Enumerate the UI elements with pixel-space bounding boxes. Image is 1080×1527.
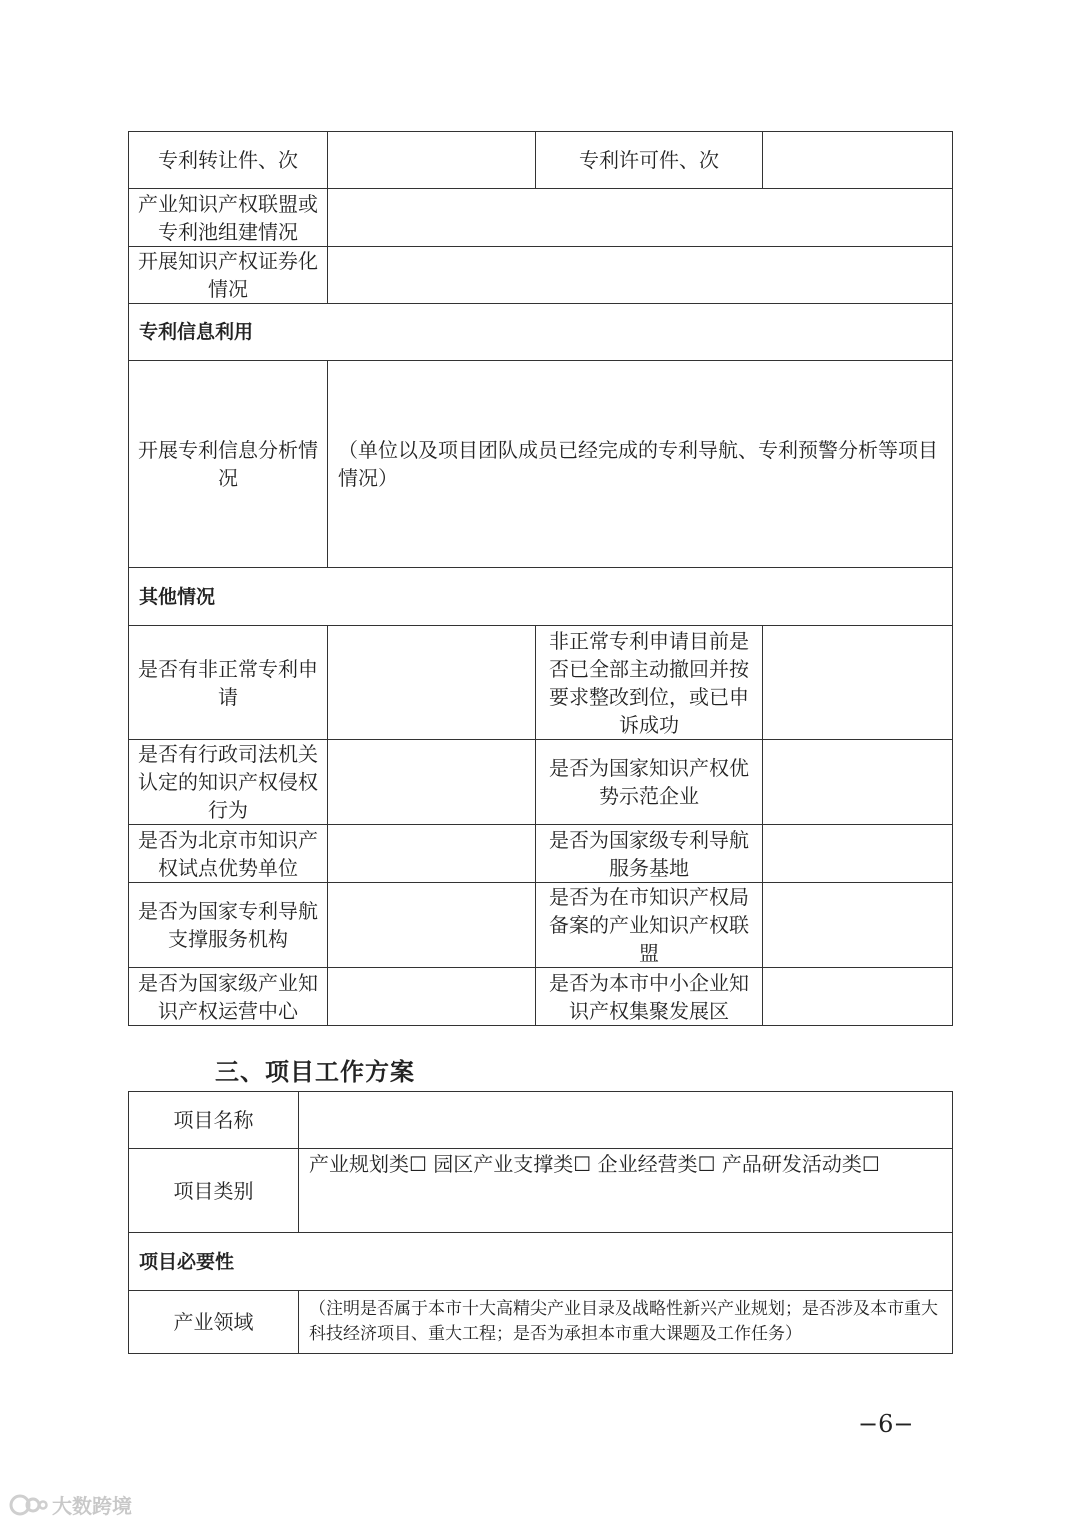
label-patent-transfer: 专利转让件、次 — [129, 132, 328, 189]
section-necessity: 项目必要性 — [129, 1233, 953, 1291]
option-product-rd[interactable]: 产品研发活动类☐ — [721, 1152, 880, 1176]
watermark — [8, 1490, 132, 1519]
label-ip-alliance: 产业知识产权联盟或专利池组建情况 — [129, 189, 328, 247]
value-industry-field[interactable]: （注明是否属于本市十大高精尖产业目录及战略性新兴产业规划；是否涉及本市重大科技经济项目、重大工程；是否为承担本市重大课题及工作任务） — [299, 1291, 953, 1354]
checkbox[interactable]: ☐ — [573, 1152, 592, 1176]
table-row — [129, 968, 953, 1026]
label-patent-license: 专利许可件、次 — [536, 132, 763, 189]
table-row — [129, 189, 953, 247]
section-patent-info: 专利信息利用 — [129, 304, 953, 361]
option-industry-planning[interactable]: 产业规划类☐ — [309, 1152, 427, 1176]
option-park-support[interactable]: 园区产业支撑类☐ — [433, 1152, 592, 1176]
value-abnormal-withdrawn[interactable] — [763, 626, 953, 740]
value-sme-cluster[interactable] — [763, 968, 953, 1026]
value-beijing-pilot[interactable] — [328, 825, 536, 883]
table-row — [129, 883, 953, 968]
table-row — [129, 626, 953, 740]
label-navigation-service: 是否为国家专利导航支撑服务机构 — [129, 883, 328, 968]
table-row — [129, 825, 953, 883]
value-ip-alliance[interactable] — [328, 189, 953, 247]
table-row — [129, 740, 953, 825]
section-heading: 三、项目工作方案 — [215, 1058, 415, 1086]
label-infringement: 是否有行政司法机关认定的知识产权侵权行为 — [129, 740, 328, 825]
table-row — [129, 132, 953, 189]
section-other: 其他情况 — [129, 568, 953, 626]
table-row — [129, 568, 953, 626]
checkbox[interactable]: ☐ — [861, 1152, 880, 1176]
value-demo-enterprise[interactable] — [763, 740, 953, 825]
value-patent-transfer[interactable] — [328, 132, 536, 189]
value-navigation-service[interactable] — [328, 883, 536, 968]
table-row — [129, 1291, 953, 1354]
table-row — [129, 1233, 953, 1291]
watermark-text: 大数跨境 — [52, 1494, 132, 1518]
label-navigation-base: 是否为国家级专利导航服务基地 — [536, 825, 763, 883]
label-abnormal-application: 是否有非正常专利申请 — [129, 626, 328, 740]
label-project-name: 项目名称 — [129, 1092, 299, 1149]
label-patent-analysis: 开展专利信息分析情况 — [129, 361, 328, 568]
label-project-type: 项目类别 — [129, 1149, 299, 1233]
project-type-options — [299, 1149, 953, 1233]
table-row — [129, 361, 953, 568]
label-demo-enterprise: 是否为国家知识产权优势示范企业 — [536, 740, 763, 825]
label-sme-cluster: 是否为本市中小企业知识产权集聚发展区 — [536, 968, 763, 1026]
value-project-name[interactable] — [299, 1092, 953, 1149]
watermark-logo-icon — [8, 1492, 48, 1518]
value-operation-center[interactable] — [328, 968, 536, 1026]
value-patent-license[interactable] — [763, 132, 953, 189]
value-registered-alliance[interactable] — [763, 883, 953, 968]
label-industry-field: 产业领域 — [129, 1291, 299, 1354]
value-patent-analysis[interactable]: （单位以及项目团队成员已经完成的专利导航、专利预警分析等项目情况） — [328, 361, 953, 568]
option-enterprise-operation[interactable]: 企业经营类☐ — [597, 1152, 716, 1176]
ip-info-table — [128, 131, 953, 1026]
table-row — [129, 247, 953, 304]
checkbox[interactable]: ☐ — [697, 1152, 716, 1176]
table-row — [129, 1092, 953, 1149]
table-row — [129, 1149, 953, 1233]
label-abnormal-withdrawn: 非正常专利申请目前是否已全部主动撤回并按要求整改到位，或已申诉成功 — [536, 626, 763, 740]
label-operation-center: 是否为国家级产业知识产权运营中心 — [129, 968, 328, 1026]
value-navigation-base[interactable] — [763, 825, 953, 883]
value-abnormal-application[interactable] — [328, 626, 536, 740]
value-ip-securitization[interactable] — [328, 247, 953, 304]
label-registered-alliance: 是否为在市知识产权局备案的产业知识产权联盟 — [536, 883, 763, 968]
project-plan-table — [128, 1091, 953, 1354]
value-infringement[interactable] — [328, 740, 536, 825]
label-beijing-pilot: 是否为北京市知识产权试点优势单位 — [129, 825, 328, 883]
checkbox[interactable]: ☐ — [409, 1152, 427, 1176]
table-row — [129, 304, 953, 361]
label-ip-securitization: 开展知识产权证券化情况 — [129, 247, 328, 304]
page-number: −6− — [858, 1410, 914, 1438]
